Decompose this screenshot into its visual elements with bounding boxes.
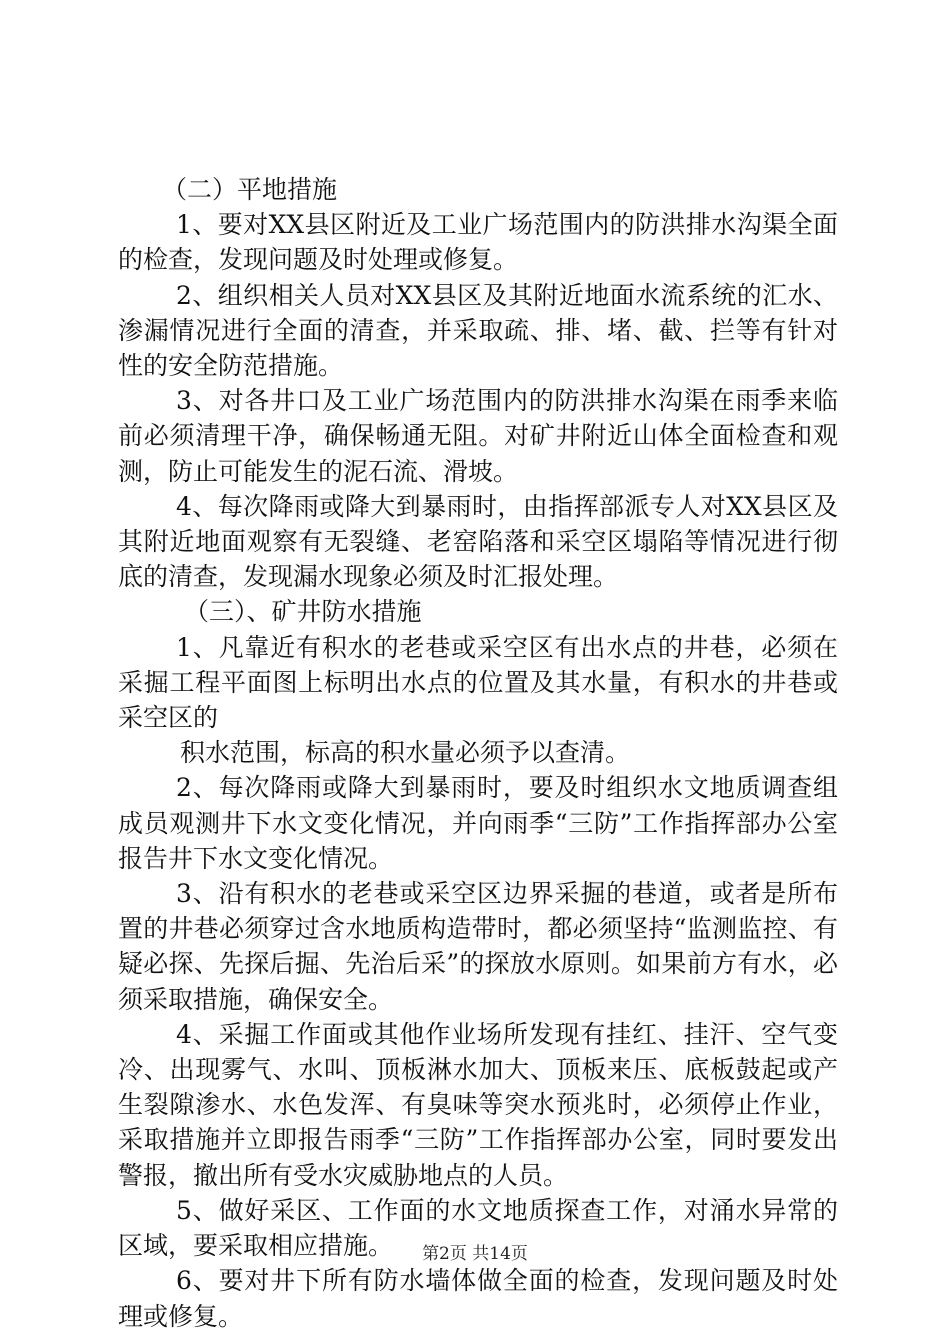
paragraph: 4、采掘工作面或其他作业场所发现有挂红、挂汗、空气变冷、出现雾气、水叫、顶板淋水加大、顶板来压、底板鼓起或产生裂隙渗水、水色发浑、有臭味等突水预兆时，必须停止作业，采取措施并立即报告雨季“三防”工作指挥部办公室，同时要发出警报，撤出所有受水灾威胁地点的人员。 [118, 1019, 838, 1190]
paragraph: 积水范围，标高的积水量必须予以查清。 [180, 738, 631, 768]
page-number-footer: 第2页 共14页 [422, 1244, 528, 1264]
paragraph: 1、要对XX县区附近及工业广场范围内的防洪排水沟渠全面的检查，发现问题及时处理或修复。 [118, 210, 838, 275]
paragraph: 3、对各井口及工业广场范围内的防洪排水沟渠在雨季来临前必须清理干净，确保畅通无阻。对矿井附近山体全面检查和观测，防止可能发生的泥石流、滑坡。 [118, 386, 838, 486]
paragraph: 5、做好采区、工作面的水文地质探查工作，对涌水异常的区域，要采取相应措施。 [118, 1195, 838, 1261]
paragraph: 4、每次降雨或降大到暴雨时，由指挥部派专人对XX县区及其附近地面观察有无裂缝、老窑陷落和采空区塌陷等情况进行彻底的清查，发现漏水现象必须及时汇报处理。 [118, 491, 838, 592]
paragraph: 2、每次降雨或降大到暴雨时，要及时组织水文地质调查组成员观测井下水文变化情况，并向雨季“三防”工作指挥部办公室报告井下水文变化情况。 [118, 773, 838, 873]
paragraph: 3、沿有积水的老巷或采空区边界采掘的巷道，或者是所布置的井巷必须穿过含水地质构造带时，都必须坚持“监测监控、有疑必探、先探后掘、先治后采”的探放水原则。如果前方有水，必须采取措施，确保安全。 [118, 879, 838, 1014]
document-body [118, 172, 838, 1334]
paragraph: 1、凡靠近有积水的老巷或采空区有出水点的井巷，必须在采掘工程平面图上标明出水点的位置及其水量，有积水的井巷或采空区的 [118, 632, 838, 733]
paragraph: 6、要对井下所有防水墙体做全面的检查，发现问题及时处理或修复。 [118, 1266, 838, 1331]
paragraph: 2、组织相关人员对XX县区及其附近地面水流系统的汇水、渗漏情况进行全面的清查，并采取疏、排、堵、截、拦等有针对性的安全防范措施。 [118, 280, 838, 381]
section-heading-flat-ground: （二）平地措施 [162, 175, 338, 204]
section-heading-mine-waterproofing: （三）、矿井防水措施 [184, 597, 422, 627]
